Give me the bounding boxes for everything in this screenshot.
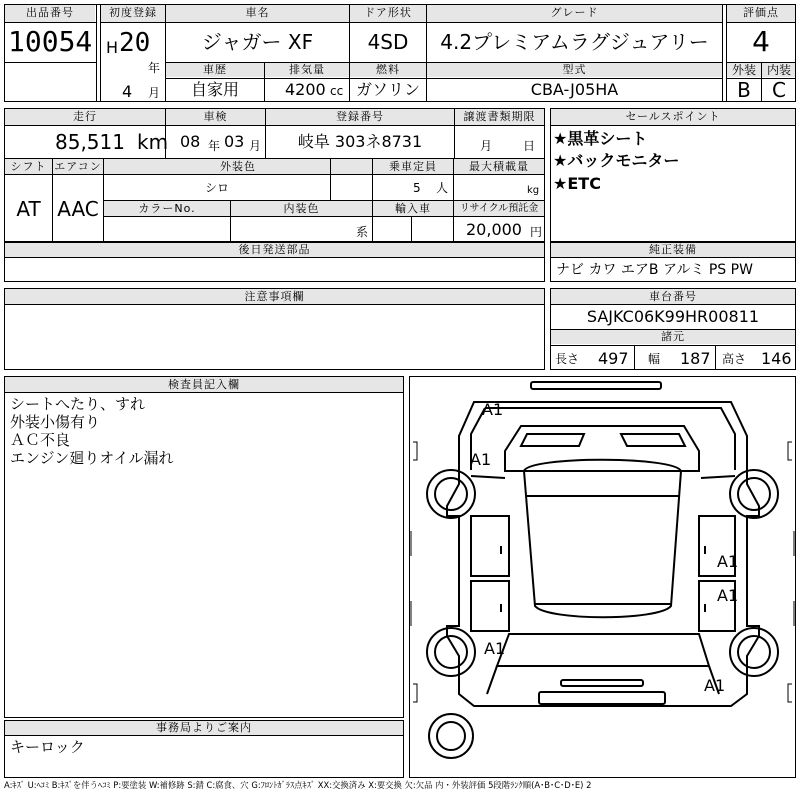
office-label: 事務局よりご案内 xyxy=(156,721,252,734)
sales-point-1: ★黒革シート xyxy=(553,129,648,148)
damage-mark-right-rear: A1 xyxy=(704,676,726,695)
fuel: ガソリン xyxy=(355,80,420,99)
inspection-label: 車検 xyxy=(203,110,228,123)
recycle-fee-label: リサイクル預託金 xyxy=(459,203,539,214)
sales-point-3: ★ETC xyxy=(553,174,601,193)
displacement-unit: cc xyxy=(330,84,344,98)
max-load-unit: kg xyxy=(527,185,540,196)
first-registration-label: 初度登録 xyxy=(109,6,157,19)
inspector-note-1: シートへたり、すれ xyxy=(10,395,146,413)
shift-label: シフト xyxy=(10,160,47,173)
recycle-fee-unit: 円 xyxy=(530,225,543,239)
car-damage-diagram xyxy=(409,376,796,778)
registration-month: 4 xyxy=(122,82,133,101)
era: H xyxy=(106,38,119,57)
caution-label: 注意事項欄 xyxy=(244,290,305,303)
transfer-day-unit: 日 xyxy=(523,139,536,153)
displacement-label: 排気量 xyxy=(289,63,325,76)
mileage-unit: km xyxy=(137,130,169,154)
inspector-label: 検査員記入欄 xyxy=(168,378,240,391)
history: 自家用 xyxy=(190,80,239,99)
capacity-unit: 人 xyxy=(436,181,449,195)
transfer-month-unit: 月 xyxy=(480,139,493,153)
sales-point-2: ★バックモニター xyxy=(553,151,680,170)
damage-mark-left-rear: A1 xyxy=(484,639,506,658)
interior-grade: C xyxy=(772,78,786,102)
score: 4 xyxy=(752,25,770,58)
chassis-number: SAJKC06K99HR00811 xyxy=(586,307,760,326)
car-name-label: 車名 xyxy=(245,6,270,19)
interior-label: 内装 xyxy=(766,63,791,77)
capacity: 5 xyxy=(413,181,421,195)
sales-points-label: セールスポイント xyxy=(625,110,721,123)
air-conditioner: AAC xyxy=(57,197,99,221)
registration-year: 20 xyxy=(119,28,151,58)
inspection-year-unit: 年 xyxy=(208,139,221,153)
damage-mark-front-left: A1 xyxy=(482,400,504,419)
equipment: ナビ カワ エアB アルミ PS PW xyxy=(556,262,753,278)
mileage: 85,511 xyxy=(55,130,125,154)
height-label: 高さ xyxy=(722,352,747,366)
year-unit: 年 xyxy=(148,61,161,75)
length: 497 xyxy=(598,349,629,368)
exterior-grade: B xyxy=(737,78,751,102)
transfer-deadline-label: 譲渡書類期限 xyxy=(463,110,536,123)
score-label: 評価点 xyxy=(743,6,779,19)
fuel-label: 燃料 xyxy=(376,63,400,76)
inspector-note-3: ＡＣ不良 xyxy=(10,431,71,449)
car-name: ジャガー XF xyxy=(201,30,314,54)
vehicle-details-table xyxy=(4,108,545,242)
grade-label: グレード xyxy=(550,6,599,19)
chassis-label: 車台番号 xyxy=(649,290,697,303)
equipment-label: 純正装備 xyxy=(649,243,697,256)
width: 187 xyxy=(680,349,711,368)
import-label: 輸入車 xyxy=(395,202,431,215)
damage-mark-right-rear-door: A1 xyxy=(717,586,739,605)
shift: AT xyxy=(16,197,41,221)
door-label: ドア形状 xyxy=(364,6,412,19)
lot-number-label: 出品番号 xyxy=(26,6,74,19)
door-type: 4SD xyxy=(367,30,409,54)
length-label: 長さ xyxy=(555,352,580,366)
lot-number: 10054 xyxy=(8,25,93,58)
color-number-label: カラーNo. xyxy=(138,202,196,215)
month-unit: 月 xyxy=(148,86,161,100)
exterior-color: シロ xyxy=(204,181,229,195)
damage-mark-left-fender: A1 xyxy=(470,450,492,469)
ac-label: エアコン xyxy=(54,160,102,173)
inspection-month-unit: 月 xyxy=(249,139,262,153)
displacement: 4200 xyxy=(285,80,326,99)
exterior-label: 外装 xyxy=(731,63,756,77)
later-parts-label: 後日発送部品 xyxy=(238,243,311,256)
recycle-fee: 20,000 xyxy=(466,220,522,239)
interior-color-label: 内装色 xyxy=(283,202,320,215)
inspection-year: 08 xyxy=(180,132,201,151)
exterior-color-label: 外装色 xyxy=(220,160,256,173)
specs-label: 諸元 xyxy=(661,330,685,343)
office-note: キーロック xyxy=(10,738,85,756)
mileage-label: 走行 xyxy=(73,110,97,123)
height: 146 xyxy=(761,349,792,368)
history-label: 車歴 xyxy=(203,63,227,76)
width-label: 幅 xyxy=(648,352,661,366)
registration-number-label: 登録番号 xyxy=(336,110,384,123)
damage-mark-right-front-door: A1 xyxy=(717,552,739,571)
model-label: 型式 xyxy=(562,63,587,76)
max-load-label: 最大積載量 xyxy=(469,160,529,173)
capacity-label: 乗車定員 xyxy=(389,160,437,173)
inspector-note-4: エンジン廻りオイル漏れ xyxy=(10,449,174,467)
registration-number: 岐阜 303ネ8731 xyxy=(297,132,423,151)
inspection-month: 03 xyxy=(224,132,245,151)
interior-color-unit: 系 xyxy=(356,225,369,239)
inspector-note-2: 外装小傷有り xyxy=(10,413,101,431)
model-code: CBA-J05HA xyxy=(530,80,619,99)
grade: 4.2プレミアムラグジュアリー xyxy=(440,30,709,54)
legend: A:ｷｽﾞ U:ﾍｺﾐ B:ｷｽﾞを伴うﾍｺﾐ P:要塗装 W:補修跡 S:錆 C:腐食、穴 G:ﾌﾛﾝﾄｶﾞﾗｽ点ｷｽﾞ XX:交換済み X:要交換 欠:欠品 内・外装評価 5段階ﾗﾝｸ順(A･B･C･D･E) 2 xyxy=(4,780,592,790)
